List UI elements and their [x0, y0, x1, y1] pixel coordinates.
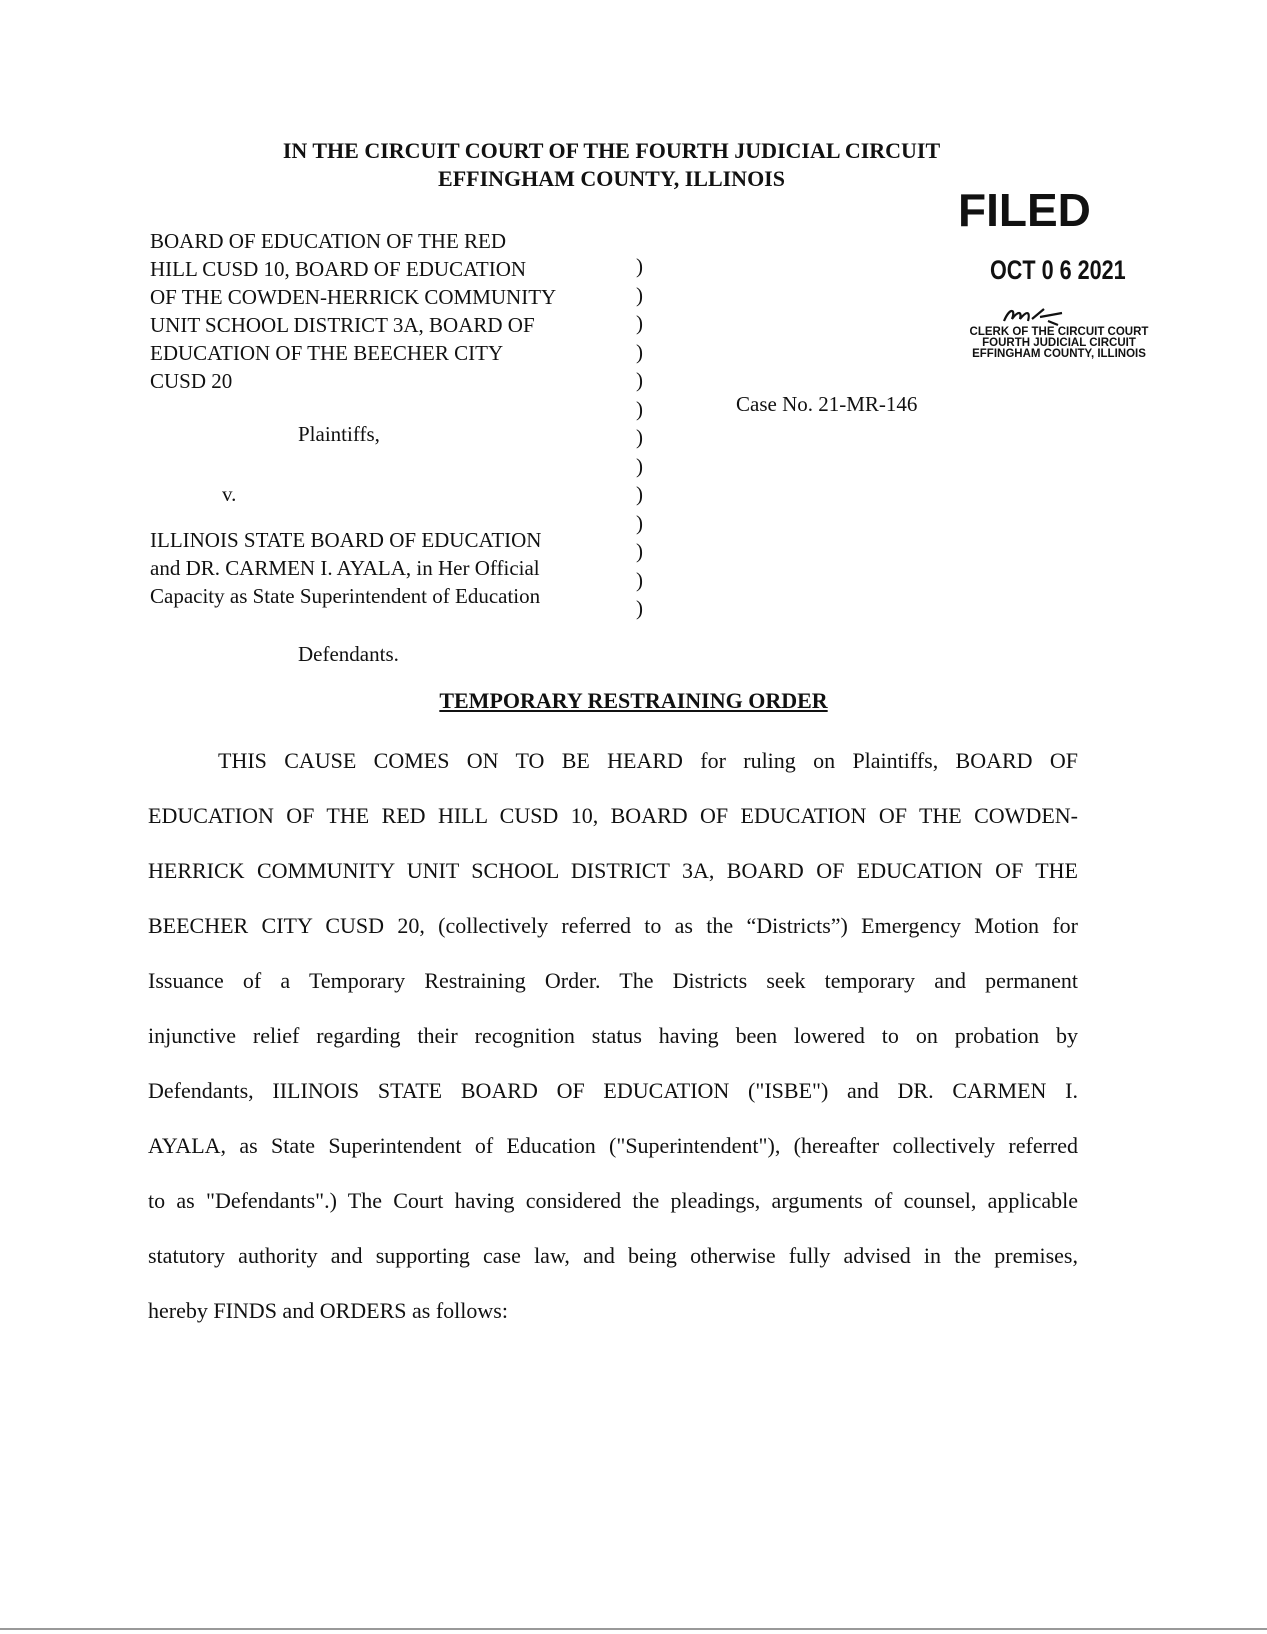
paren-column: ) ) ) ) ) ) ) ) ) ) ) ) ) [636, 254, 643, 620]
plaintiffs-names [150, 227, 556, 395]
body-line: Issuance of a Temporary Restraining Order. The Districts seek temporary and permanent [148, 968, 1078, 993]
caption-line: EDUCATION OF THE BEECHER CITY [150, 341, 504, 365]
body-line: THIS CAUSE COMES ON TO BE HEARD for ruling on Plaintiffs, BOARD OF [218, 748, 1078, 773]
clerk-line: CLERK OF THE CIRCUIT COURT [969, 326, 1149, 338]
caption-line: CUSD 20 [150, 369, 233, 393]
document-title: TEMPORARY RESTRAINING ORDER [439, 688, 828, 713]
versus: v. [222, 482, 237, 506]
caption-line: UNIT SCHOOL DISTRICT 3A, BOARD OF [150, 313, 535, 337]
clerk-line: FOURTH JUDICIAL CIRCUIT [982, 337, 1136, 349]
caption-line: BOARD OF EDUCATION OF THE RED [150, 229, 507, 253]
court-name: IN THE CIRCUIT COURT OF THE FOURTH JUDICIAL CIRCUIT [282, 138, 941, 163]
scan-edge [0, 1628, 1267, 1630]
body-line: AYALA, as State Superintendent of Education ("Superintendent"), (hereafter collectively referred [148, 1133, 1078, 1158]
defendants-label: Defendants. [298, 642, 399, 666]
court-county: EFFINGHAM COUNTY, ILLINOIS [438, 166, 785, 191]
body-line: statutory authority and supporting case law, and being otherwise fully advised in the premises, [148, 1243, 1078, 1268]
body-line: EDUCATION OF THE RED HILL CUSD 10, BOARD OF EDUCATION OF THE COWDEN- [148, 803, 1078, 828]
plaintiffs-label: Plaintiffs, [298, 422, 380, 446]
body-line: HERRICK COMMUNITY UNIT SCHOOL DISTRICT 3A, BOARD OF EDUCATION OF THE [148, 858, 1078, 883]
body-line: Defendants, IILINOIS STATE BOARD OF EDUCATION ("ISBE") and DR. CARMEN I. [148, 1078, 1078, 1103]
filed-label: FILED [958, 184, 1091, 236]
caption-line: HILL CUSD 10, BOARD OF EDUCATION [150, 257, 527, 281]
body-line: injunctive relief regarding their recognition status having been lowered to on probation by [148, 1023, 1078, 1048]
body-line: BEECHER CITY CUSD 20, (collectively referred to as the “Districts”) Emergency Motion for [148, 913, 1078, 938]
caption-line: OF THE COWDEN-HERRICK COMMUNITY [150, 285, 557, 309]
caption-line: Capacity as State Superintendent of Education [150, 584, 541, 608]
filed-date: OCT 0 6 2021 [990, 255, 1126, 285]
clerk-line: EFFINGHAM COUNTY, ILLINOIS [972, 348, 1146, 360]
body-line: hereby FINDS and ORDERS as follows: [148, 1298, 508, 1323]
case-number: Case No. 21-MR-146 [736, 392, 918, 416]
defendants-names [150, 526, 541, 610]
caption-line: ILLINOIS STATE BOARD OF EDUCATION [150, 528, 542, 552]
caption-line: and DR. CARMEN I. AYALA, in Her Official [150, 556, 540, 580]
body-line: to as "Defendants".) The Court having considered the pleadings, arguments of counsel, applicable [148, 1188, 1078, 1213]
